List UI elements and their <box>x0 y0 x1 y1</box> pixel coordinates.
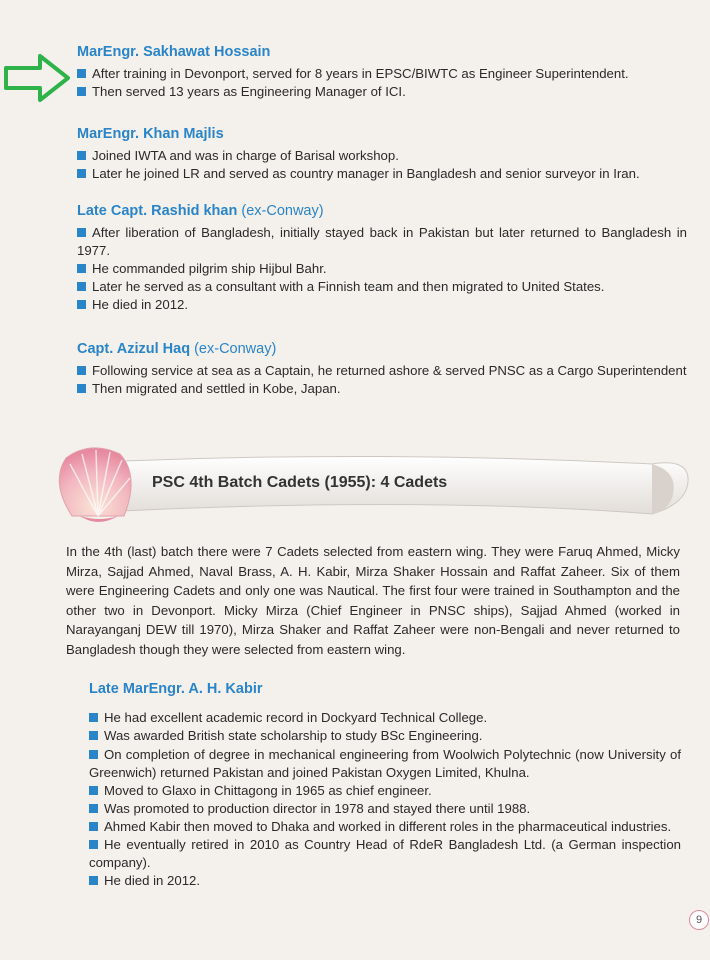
square-bullet-icon <box>89 840 98 849</box>
square-bullet-icon <box>89 750 98 759</box>
square-bullet-icon <box>77 264 86 273</box>
bullet-item: He died in 2012. <box>77 296 687 314</box>
person-section <box>77 44 697 101</box>
bullet-item: Joined IWTA and was in charge of Barisal workshop. <box>77 147 697 165</box>
square-bullet-icon <box>77 366 86 375</box>
bullet-item: He had excellent academic record in Dockyard Technical College. <box>89 709 681 727</box>
square-bullet-icon <box>89 713 98 722</box>
person-note: (ex-Conway) <box>194 341 277 357</box>
kabir-section <box>89 681 681 707</box>
seashell-icon <box>59 448 131 522</box>
bullet-item: After training in Devonport, served for 8 years in EPSC/BIWTC as Engineer Superintendent. <box>77 65 697 83</box>
square-bullet-icon <box>77 169 86 178</box>
bullet-item: Later he served as a consultant with a Finnish team and then migrated to United States. <box>77 278 687 296</box>
square-bullet-icon <box>77 69 86 78</box>
person-name: Capt. Azizul Haq (ex-Conway) <box>77 341 277 357</box>
square-bullet-icon <box>77 228 86 237</box>
square-bullet-icon <box>77 151 86 160</box>
person-name: Late MarEngr. A. H. Kabir <box>89 681 263 697</box>
square-bullet-icon <box>89 822 98 831</box>
bullet-item: On completion of degree in mechanical engineering from Woolwich Polytechnic (now University of Greenwich) returned Pakistan and joined Pakistan Oxygen Limited, Khulna. <box>89 747 681 780</box>
bullet-item: Was awarded British state scholarship to study BSc Engineering. <box>89 727 681 745</box>
bullet-item: Later he joined LR and served as country manager in Bangladesh and senior surveyor in Iran. <box>77 165 697 183</box>
intro-section <box>66 542 680 660</box>
bullet-item: He eventually retired in 2010 as Country Head of RdeR Bangladesh Ltd. (a German inspection company). <box>89 837 681 870</box>
square-bullet-icon <box>77 87 86 96</box>
square-bullet-icon <box>77 282 86 291</box>
person-note: (ex-Conway) <box>241 203 324 219</box>
person-name: MarEngr. Khan Majlis <box>77 126 224 142</box>
square-bullet-icon <box>89 804 98 813</box>
bullet-item: Then migrated and settled in Kobe, Japan. <box>77 380 687 398</box>
bullet-item: Following service at sea as a Captain, he returned ashore & served PNSC as a Cargo Superintendent <box>77 362 687 380</box>
person-section <box>77 341 687 398</box>
kabir-bullets <box>89 746 681 890</box>
bullet-item: He commanded pilgrim ship Hijbul Bahr. <box>77 260 687 278</box>
bullet-item: He died in 2012. <box>89 872 681 890</box>
person-name: MarEngr. Sakhawat Hossain <box>77 44 271 60</box>
bullet-item: Was promoted to production director in 1978 and stayed there until 1988. <box>89 800 681 818</box>
square-bullet-icon <box>77 300 86 309</box>
square-bullet-icon <box>89 786 98 795</box>
intro-paragraph: In the 4th (last) batch there were 7 Cadets selected from eastern wing. They were Faruq Ahmed, Micky Mirza, Sajjad Ahmed, Naval Brass, A. H. Kabir, Mirza Shaker Hossain and Raffat Zaheer. Six of them were Engineering Cadets and only one was Nautical. The first four were trained in Southampton and the other two in Devonport. Micky Mirza (Chief Engineer in PNSC ships), Sajjad Ahmed (worked in Narayanganj DEW till 1970), Mirza Shaker and Raffat Zaheer were non-Bengali and never returned to Bangladesh though they were selected from eastern wing. <box>66 544 680 657</box>
person-name: Late Capt. Rashid khan (ex-Conway) <box>77 203 324 219</box>
square-bullet-icon <box>89 731 98 740</box>
bullet-item: Moved to Glaxo in Chittagong in 1965 as chief engineer. <box>89 782 681 800</box>
kabir-bullets <box>89 709 681 745</box>
green-arrow-icon <box>2 50 74 106</box>
bullet-item: After liberation of Bangladesh, initially stayed back in Pakistan but later returned to Bangladesh in 1977. <box>77 225 687 258</box>
bullet-item: Ahmed Kabir then moved to Dhaka and worked in different roles in the pharmaceutical industries. <box>89 818 681 836</box>
banner-title: PSC 4th Batch Cadets (1955): 4 Cadets <box>152 474 448 491</box>
person-section <box>77 126 697 183</box>
person-section <box>77 203 687 314</box>
square-bullet-icon <box>89 876 98 885</box>
square-bullet-icon <box>77 384 86 393</box>
page-number: 9 <box>689 910 709 930</box>
bullet-item: Then served 13 years as Engineering Manager of ICI. <box>77 83 697 101</box>
